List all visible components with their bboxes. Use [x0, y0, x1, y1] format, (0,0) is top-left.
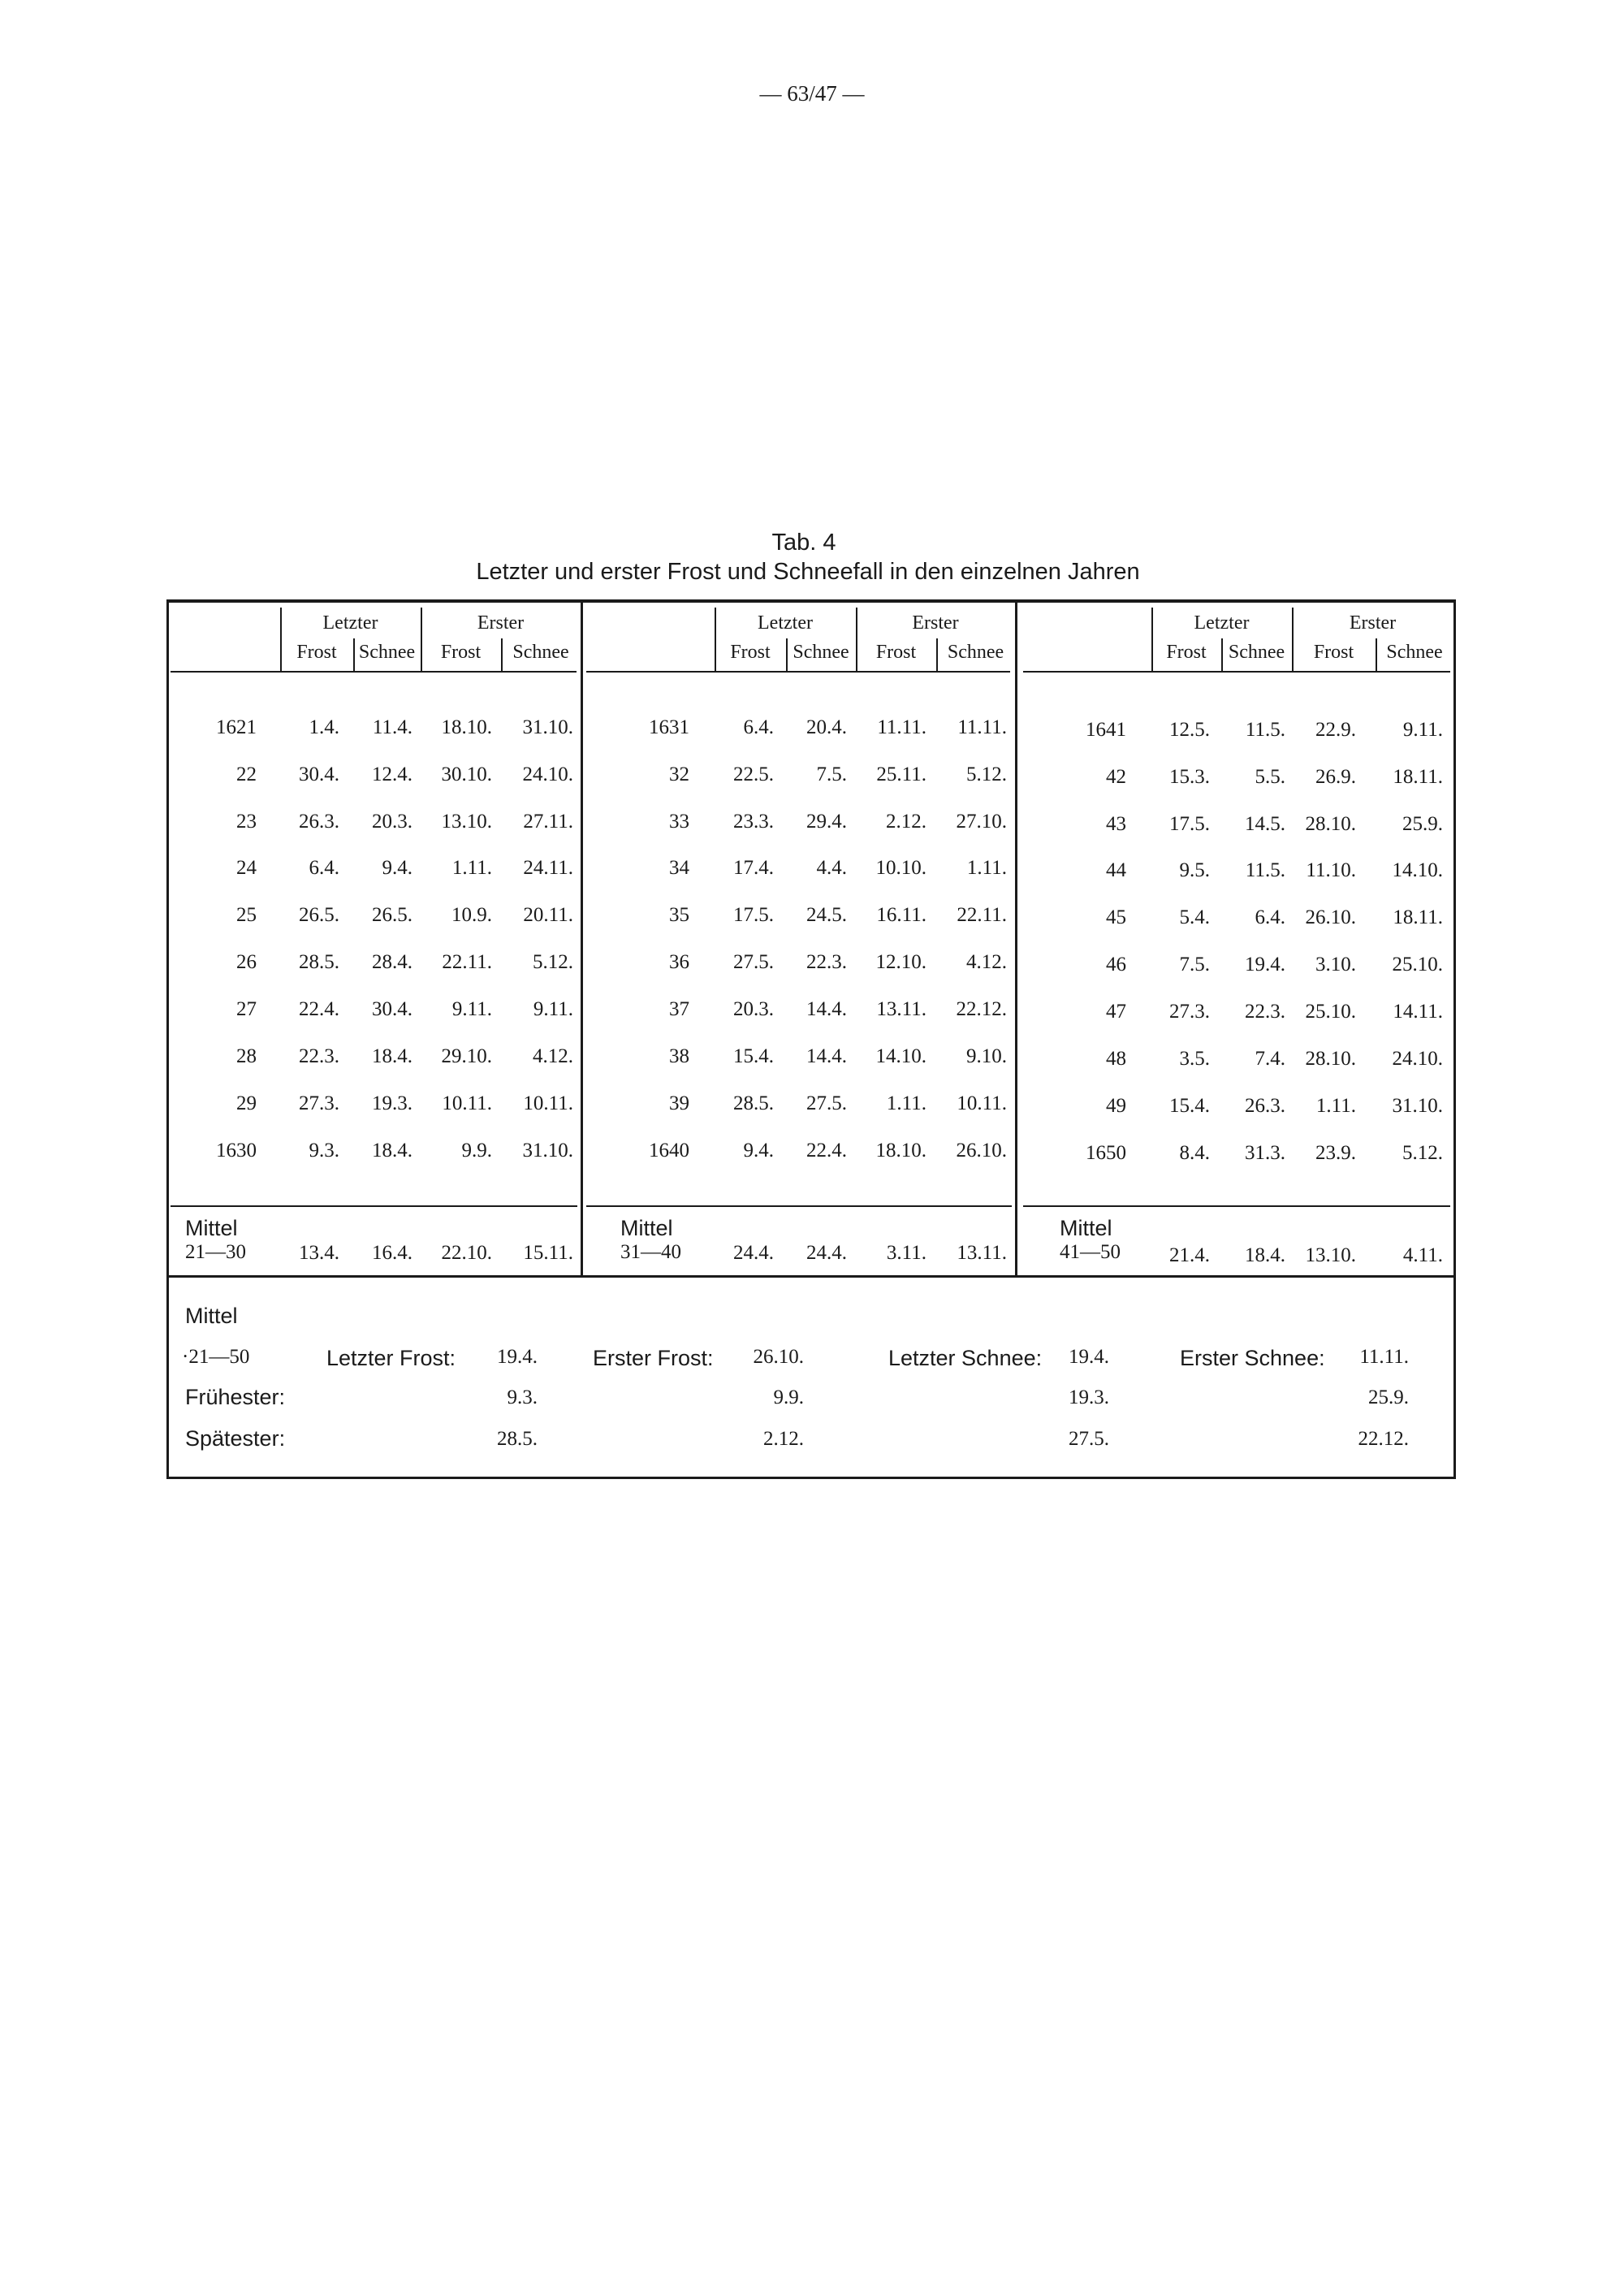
header-letzter: Letzter — [322, 612, 378, 634]
summary-mean-value: 19.4. — [1069, 1346, 1109, 1368]
date-cell: 13.11. — [876, 998, 926, 1020]
summary-mean-value: 26.10. — [753, 1346, 804, 1368]
date-cell: 3.5. — [1179, 1048, 1210, 1070]
date-cell: 1.11. — [966, 857, 1007, 879]
header-underline — [586, 671, 1010, 673]
year-cell: 49 — [1106, 1095, 1126, 1117]
date-cell: 9.9. — [461, 1140, 492, 1161]
date-cell: 7.4. — [1255, 1048, 1285, 1070]
summary-mean-label: Mittel — [185, 1304, 238, 1328]
date-cell: 25.11. — [876, 763, 926, 785]
date-cell: 24.10. — [522, 763, 573, 785]
date-cell: 5.5. — [1255, 766, 1285, 788]
date-cell: 23.3. — [733, 811, 774, 833]
date-cell: 27.10. — [956, 811, 1007, 833]
date-cell: 22.12. — [956, 998, 1007, 1020]
header-underline — [171, 671, 577, 673]
table-right-rule — [1453, 599, 1456, 1478]
header-erster: Erster — [912, 612, 959, 634]
summary-latest-value: 27.5. — [1069, 1428, 1109, 1450]
date-cell: 26.5. — [299, 904, 339, 926]
date-cell: 30.4. — [299, 763, 339, 785]
summary-latest-value: 28.5. — [497, 1428, 538, 1450]
mean-value: 13.4. — [299, 1242, 339, 1264]
mean-value: 16.4. — [372, 1242, 412, 1264]
summary-mean-value: 19.4. — [497, 1346, 538, 1368]
summary-earliest-value: 19.3. — [1069, 1386, 1109, 1408]
header-frost: Frost — [440, 642, 482, 663]
date-cell: 15.4. — [733, 1045, 774, 1067]
table-title: Tab. 4 — [771, 530, 836, 556]
date-cell: 9.11. — [1402, 719, 1443, 741]
summary-range: ·21—50 — [182, 1346, 250, 1368]
date-cell: 28.10. — [1305, 1048, 1356, 1070]
date-cell: 9.4. — [743, 1140, 774, 1161]
year-cell: 38 — [669, 1045, 689, 1067]
date-cell: 9.10. — [966, 1045, 1007, 1067]
header-schnee: Schnee — [947, 642, 1004, 663]
date-cell: 11.10. — [1306, 859, 1356, 881]
date-cell: 26.10. — [956, 1140, 1007, 1161]
mean-range: 41—50 — [1060, 1241, 1121, 1263]
date-cell: 18.10. — [441, 716, 492, 738]
year-cell: 1630 — [216, 1140, 257, 1161]
date-cell: 9.11. — [533, 998, 573, 1020]
year-cell: 39 — [669, 1092, 689, 1114]
year-cell: 1650 — [1086, 1142, 1126, 1164]
date-cell: 11.5. — [1245, 859, 1285, 881]
date-cell: 11.4. — [372, 716, 412, 738]
mean-range: 21—30 — [185, 1241, 246, 1263]
date-cell: 31.10. — [522, 716, 573, 738]
date-cell: 22.4. — [299, 998, 339, 1020]
date-cell: 22.3. — [299, 1045, 339, 1067]
date-cell: 16.11. — [876, 904, 926, 926]
date-cell: 24.5. — [806, 904, 847, 926]
year-cell: 34 — [669, 857, 689, 879]
date-cell: 30.10. — [441, 763, 492, 785]
year-cell: 29 — [236, 1092, 257, 1114]
date-cell: 28.5. — [733, 1092, 774, 1114]
header-schnee: Schnee — [793, 642, 849, 663]
year-cell: 1631 — [649, 716, 689, 738]
year-cell: 24 — [236, 857, 257, 879]
date-cell: 24.11. — [523, 857, 573, 879]
date-cell: 26.3. — [1245, 1095, 1285, 1117]
date-cell: 20.3. — [372, 811, 412, 833]
year-cell: 36 — [669, 951, 689, 973]
date-cell: 18.4. — [372, 1140, 412, 1161]
date-cell: 31.3. — [1245, 1142, 1285, 1164]
header-erster: Erster — [477, 612, 525, 634]
year-cell: 22 — [236, 763, 257, 785]
date-cell: 5.12. — [533, 951, 573, 973]
mean-value: 22.10. — [441, 1242, 492, 1264]
date-cell: 23.9. — [1315, 1142, 1356, 1164]
date-cell: 26.3. — [299, 811, 339, 833]
date-cell: 14.10. — [1392, 859, 1443, 881]
date-cell: 10.9. — [451, 904, 492, 926]
summary-col-label: Letzter Schnee: — [888, 1346, 1043, 1370]
year-cell: 44 — [1106, 859, 1126, 881]
date-cell: 18.4. — [372, 1045, 412, 1067]
date-cell: 10.10. — [875, 857, 926, 879]
date-cell: 24.10. — [1392, 1048, 1443, 1070]
year-cell: 25 — [236, 904, 257, 926]
date-cell: 5.4. — [1179, 906, 1210, 928]
summary-col-label: Letzter Frost: — [326, 1346, 456, 1370]
summary-col-label: Erster Schnee: — [1180, 1346, 1325, 1370]
date-cell: 18.10. — [875, 1140, 926, 1161]
date-cell: 22.4. — [806, 1140, 847, 1161]
date-cell: 25.9. — [1402, 813, 1443, 835]
date-cell: 25.10. — [1392, 954, 1443, 975]
mean-value: 13.10. — [1305, 1244, 1356, 1266]
date-cell: 10.11. — [957, 1092, 1007, 1114]
date-cell: 26.9. — [1315, 766, 1356, 788]
block-separator — [581, 599, 583, 1275]
date-cell: 27.5. — [806, 1092, 847, 1114]
date-cell: 27.3. — [1169, 1001, 1210, 1023]
year-cell: 32 — [669, 763, 689, 785]
date-cell: 22.5. — [733, 763, 774, 785]
date-cell: 14.11. — [1393, 1001, 1443, 1023]
date-cell: 27.5. — [733, 951, 774, 973]
date-cell: 12.4. — [372, 763, 412, 785]
summary-earliest-value: 25.9. — [1368, 1386, 1409, 1408]
date-cell: 22.3. — [806, 951, 847, 973]
date-cell: 31.10. — [522, 1140, 573, 1161]
date-cell: 9.4. — [382, 857, 412, 879]
year-cell: 37 — [669, 998, 689, 1020]
header-letzter: Letzter — [758, 612, 813, 634]
date-cell: 15.4. — [1169, 1095, 1210, 1117]
date-cell: 9.3. — [309, 1140, 339, 1161]
year-cell: 42 — [1106, 766, 1126, 788]
date-cell: 10.11. — [442, 1092, 492, 1114]
year-cell: 45 — [1106, 906, 1126, 928]
summary-rule — [166, 1275, 1456, 1278]
header-frost: Frost — [875, 642, 917, 663]
year-cell: 46 — [1106, 954, 1126, 975]
header-schnee: Schnee — [1386, 642, 1443, 663]
header-frost: Frost — [1166, 642, 1207, 663]
date-cell: 22.3. — [1245, 1001, 1285, 1023]
date-cell: 5.12. — [966, 763, 1007, 785]
date-cell: 19.3. — [372, 1092, 412, 1114]
latest-label: Spätester: — [185, 1426, 286, 1451]
date-cell: 17.5. — [1169, 813, 1210, 835]
date-cell: 28.4. — [372, 951, 412, 973]
year-cell: 47 — [1106, 1001, 1126, 1023]
summary-col-label: Erster Frost: — [593, 1346, 714, 1370]
date-cell: 12.10. — [875, 951, 926, 973]
date-cell: 30.4. — [372, 998, 412, 1020]
date-cell: 4.12. — [966, 951, 1007, 973]
date-cell: 27.11. — [523, 811, 573, 833]
year-cell: 1640 — [649, 1140, 689, 1161]
date-cell: 8.4. — [1179, 1142, 1210, 1164]
date-cell: 29.4. — [806, 811, 847, 833]
date-cell: 1.11. — [451, 857, 492, 879]
mean-rule — [1023, 1205, 1450, 1207]
mean-value: 18.4. — [1245, 1244, 1285, 1266]
year-cell: 43 — [1106, 813, 1126, 835]
year-cell: 26 — [236, 951, 257, 973]
summary-mean-value: 11.11. — [1359, 1346, 1409, 1368]
mean-label: Mittel — [185, 1216, 238, 1240]
date-cell: 19.4. — [1245, 954, 1285, 975]
year-cell: 48 — [1106, 1048, 1126, 1070]
header-schnee: Schnee — [1228, 642, 1285, 663]
date-cell: 26.5. — [372, 904, 412, 926]
date-cell: 27.3. — [299, 1092, 339, 1114]
date-cell: 18.11. — [1393, 766, 1443, 788]
mean-value: 24.4. — [733, 1242, 774, 1264]
date-cell: 11.11. — [957, 716, 1007, 738]
header-erster: Erster — [1349, 612, 1397, 634]
date-cell: 17.4. — [733, 857, 774, 879]
date-cell: 26.10. — [1305, 906, 1356, 928]
mean-value: 24.4. — [806, 1242, 847, 1264]
date-cell: 3.10. — [1315, 954, 1356, 975]
date-cell: 20.11. — [523, 904, 573, 926]
date-cell: 20.3. — [733, 998, 774, 1020]
mean-label: Mittel — [1060, 1216, 1112, 1240]
date-cell: 7.5. — [1179, 954, 1210, 975]
date-cell: 29.10. — [441, 1045, 492, 1067]
date-cell: 1.11. — [886, 1092, 926, 1114]
summary-earliest-value: 9.3. — [507, 1386, 538, 1408]
year-cell: 27 — [236, 998, 257, 1020]
date-cell: 13.10. — [441, 811, 492, 833]
date-cell: 17.5. — [733, 904, 774, 926]
mean-value: 13.11. — [957, 1242, 1007, 1264]
mean-value: 21.4. — [1169, 1244, 1210, 1266]
date-cell: 20.4. — [806, 716, 847, 738]
date-cell: 6.4. — [743, 716, 774, 738]
date-cell: 11.5. — [1245, 719, 1285, 741]
date-cell: 9.11. — [451, 998, 492, 1020]
mean-rule — [586, 1205, 1012, 1207]
header-underline — [1023, 671, 1450, 673]
date-cell: 22.11. — [957, 904, 1007, 926]
summary-latest-value: 22.12. — [1358, 1428, 1409, 1450]
date-cell: 6.4. — [1255, 906, 1285, 928]
date-cell: 14.4. — [806, 1045, 847, 1067]
summary-latest-value: 2.12. — [763, 1428, 804, 1450]
year-cell: 1621 — [216, 716, 257, 738]
date-cell: 10.11. — [523, 1092, 573, 1114]
date-cell: 4.12. — [533, 1045, 573, 1067]
date-cell: 31.10. — [1392, 1095, 1443, 1117]
year-cell: 33 — [669, 811, 689, 833]
date-cell: 14.5. — [1245, 813, 1285, 835]
date-cell: 4.4. — [816, 857, 847, 879]
earliest-label: Frühester: — [185, 1385, 286, 1409]
table-caption: Letzter und erster Frost und Schneefall in den einzelnen Jahren — [476, 559, 1140, 585]
header-schnee: Schnee — [358, 642, 416, 663]
date-cell: 2.12. — [886, 811, 926, 833]
header-letzter: Letzter — [1194, 612, 1250, 634]
table-top-rule — [166, 599, 1456, 603]
mean-label: Mittel — [620, 1216, 673, 1240]
header-frost: Frost — [296, 642, 337, 663]
year-cell: 23 — [236, 811, 257, 833]
date-cell: 28.5. — [299, 951, 339, 973]
date-cell: 6.4. — [309, 857, 339, 879]
date-cell: 14.10. — [875, 1045, 926, 1067]
date-cell: 25.10. — [1305, 1001, 1356, 1023]
page-number: — 63/47 — — [759, 81, 865, 106]
date-cell: 14.4. — [806, 998, 847, 1020]
mean-value: 4.11. — [1402, 1244, 1443, 1266]
header-schnee: Schnee — [512, 642, 569, 663]
header-frost: Frost — [730, 642, 771, 663]
year-cell: 35 — [669, 904, 689, 926]
date-cell: 5.12. — [1402, 1142, 1443, 1164]
date-cell: 12.5. — [1169, 719, 1210, 741]
mean-value: 3.11. — [886, 1242, 926, 1264]
year-cell: 28 — [236, 1045, 257, 1067]
block-separator — [1015, 599, 1017, 1275]
date-cell: 22.11. — [442, 951, 492, 973]
header-frost: Frost — [1313, 642, 1354, 663]
date-cell: 1.11. — [1315, 1095, 1356, 1117]
date-cell: 1.4. — [309, 716, 339, 738]
mean-range: 31—40 — [620, 1241, 681, 1263]
date-cell: 11.11. — [877, 716, 926, 738]
table-bottom-rule — [166, 1477, 1456, 1479]
date-cell: 15.3. — [1169, 766, 1210, 788]
date-cell: 22.9. — [1315, 719, 1356, 741]
summary-earliest-value: 9.9. — [773, 1386, 804, 1408]
mean-value: 15.11. — [523, 1242, 573, 1264]
date-cell: 18.11. — [1393, 906, 1443, 928]
date-cell: 7.5. — [816, 763, 847, 785]
date-cell: 9.5. — [1179, 859, 1210, 881]
date-cell: 28.10. — [1305, 813, 1356, 835]
mean-rule — [171, 1205, 577, 1207]
year-cell: 1641 — [1086, 719, 1126, 741]
